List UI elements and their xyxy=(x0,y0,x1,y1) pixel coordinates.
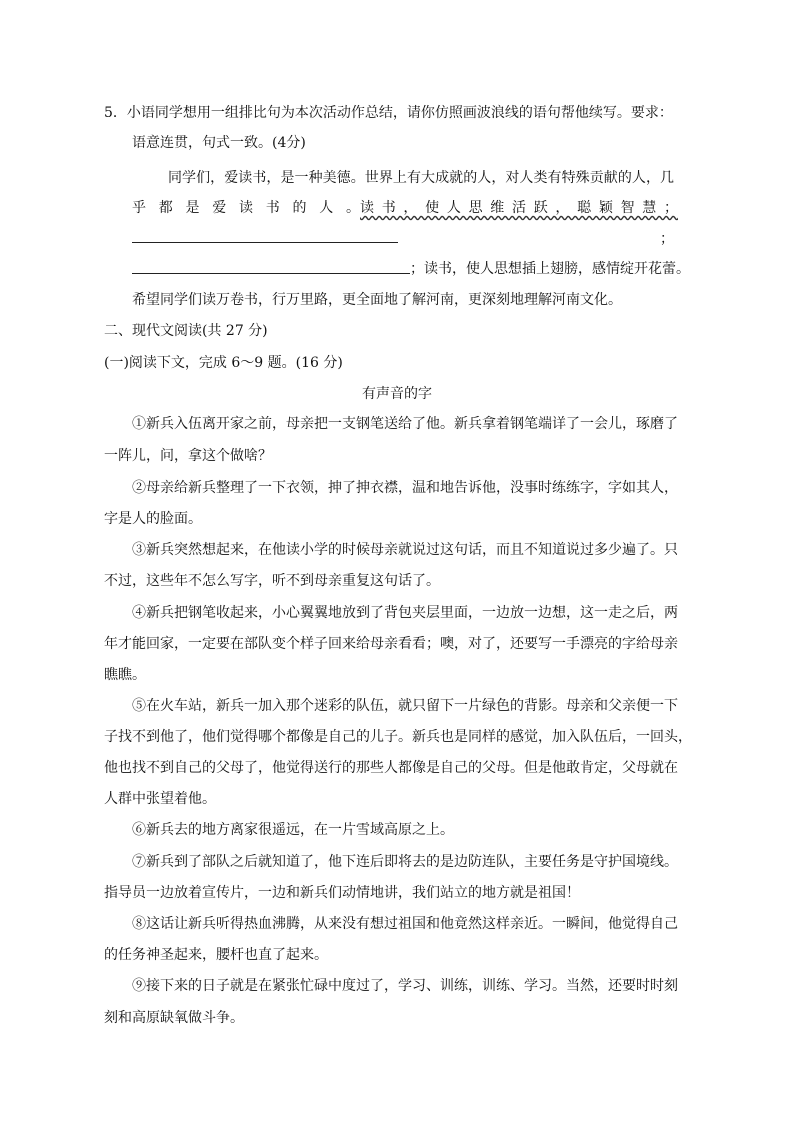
article-p5-line3: 他也找不到自己的父母了，他觉得送行的那些人都像是自己的父母。但是他敢肯定，父母就在 xyxy=(104,760,678,776)
article-p9-line2: 刻和高原缺氧做斗争。 xyxy=(104,1010,244,1026)
article-p7-line1: ⑦新兵到了部队之后就知道了，他下连后即将去的是边防连队，主要任务是守护国境线。 xyxy=(132,854,678,870)
article-p4-line3: 瞧瞧。 xyxy=(104,667,146,683)
article-p1-line2: 一阵儿，问，拿这个做啥？ xyxy=(104,448,272,464)
article-p2-line2: 字是人的脸面。 xyxy=(104,511,202,527)
article-p8-line1: ⑧这话让新兵听得热血沸腾，从来没有想过祖国和他竟然这样亲近。一瞬间，他觉得自己 xyxy=(132,916,678,932)
article-p3-line2: 不过，这些年不怎么写字，听不到母亲重复这句话了。 xyxy=(104,573,440,589)
q5-prompt-line2: 语意连贯，句式一致。(4分) xyxy=(132,135,306,151)
article-p4-line2: 年才能回家，一定要在部队变个样子回来给母亲看看；噢，对了，还要写一手漂亮的字给母亲 xyxy=(104,636,678,652)
q5-line4-tail: ；读书，使人思想插上翅膀，感情绽开花蕾。 xyxy=(410,261,690,277)
article-p5-line4: 人群中张望着他。 xyxy=(104,791,216,807)
q5-closing: 希望同学们读万卷书，行万里路，更全面地了解河南，更深刻地理解河南文化。 xyxy=(132,292,622,308)
article-p2-line1: ②母亲给新兵整理了一下衣领，抻了抻衣襟，温和地告诉他，没事时练练字，字如其人， xyxy=(132,480,678,496)
article-p7-line2: 指导员一边放着宣传片，一边和新兵们动情地讲，我们站立的地方就是祖国！ xyxy=(104,885,580,901)
section2-sub-heading: (一)阅读下文，完成 6～9 题。(16 分) xyxy=(104,355,343,371)
article-title: 有声音的字 xyxy=(362,386,432,402)
q5-semicolon: ； xyxy=(660,231,674,247)
q5-answer-blank-2[interactable] xyxy=(132,273,410,274)
article-p4-line1: ④新兵把钢笔收起来，小心翼翼地放到了背包夹层里面，一边放一边想，这一走之后，两 xyxy=(132,605,678,621)
article-p8-line2: 的任务神圣起来，腰杆也直了起来。 xyxy=(104,947,328,963)
q5-passage-line2-plain: 乎都是爱读书的人。 xyxy=(132,200,360,216)
q5-wavy-sentence: 读书，使人思维活跃，聪颖智慧； xyxy=(360,200,678,216)
article-p9-line1: ⑨接下来的日子就是在紧张忙碌中度过了，学习、训练，训练、学习。当然，还要时时刻 xyxy=(132,978,678,994)
article-p5-line2: 子找不到他了，他们觉得哪个都像是自己的儿子。新兵也是同样的感觉，加入队伍后，一回头， xyxy=(104,729,692,745)
article-p1-line1: ①新兵入伍离开家之前，母亲把一支钢笔送给了他。新兵拿着钢笔端详了一会儿，琢磨了 xyxy=(132,416,678,432)
article-p3-line1: ③新兵突然想起来，在他读小学的时候母亲就说过这句话，而且不知道说过多少遍了。只 xyxy=(132,542,678,558)
q5-prompt-line1: 5．小语同学想用一组排比句为本次活动作总结，请你仿照画波浪线的语句帮他续写。要求： xyxy=(104,105,673,121)
q5-passage-line2 xyxy=(132,198,678,218)
article-p5-line1: ⑤在火车站，新兵一加入那个迷彩的队伍，就只留下一片绿色的背影。母亲和父亲便一下 xyxy=(132,698,678,714)
q5-answer-blank-1[interactable] xyxy=(132,242,398,243)
article-p6-line1: ⑥新兵去的地方离家很遥远，在一片雪域高原之上。 xyxy=(132,822,454,838)
section2-heading: 二、现代文阅读(共 27 分) xyxy=(104,323,268,339)
q5-passage-line1: 同学们，爱读书，是一种美德。世界上有大成就的人，对人类有特殊贡献的人，几 xyxy=(168,170,674,186)
